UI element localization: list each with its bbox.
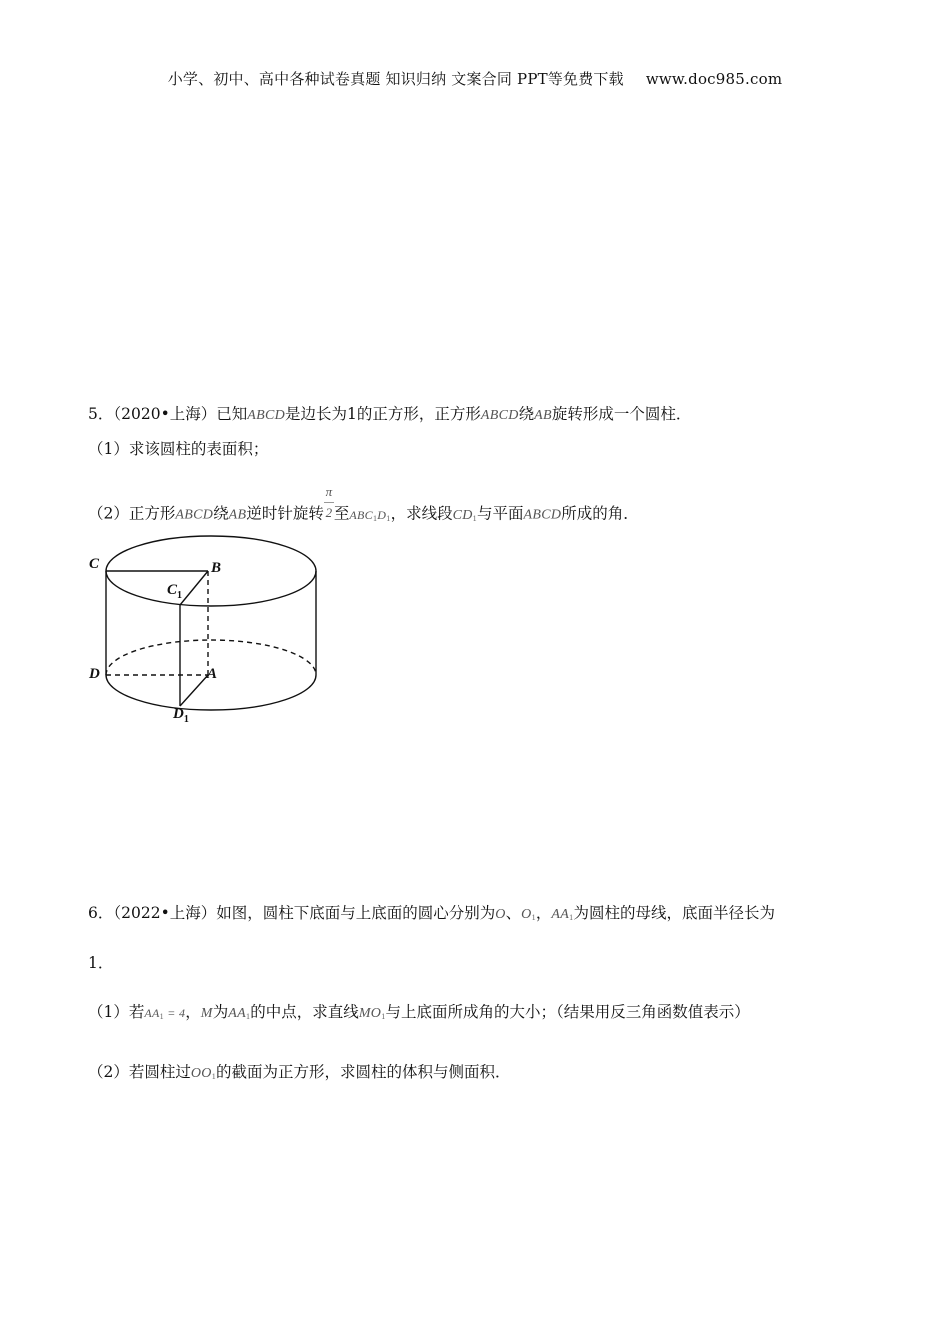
q6-p2-text-a: （2）若圆柱过 bbox=[88, 1063, 191, 1081]
label-a: A bbox=[207, 666, 218, 682]
math-oo1: OO1 bbox=[190, 1066, 217, 1081]
page-header bbox=[0, 68, 950, 89]
q5-text-4: 旋转形成一个圆柱． bbox=[551, 405, 692, 423]
q5-p2-text-g: 所成的角． bbox=[561, 504, 639, 523]
label-c1: $C_1$ bbox=[167, 582, 183, 601]
fraction-denominator: 2 bbox=[325, 505, 333, 520]
label-b: B bbox=[211, 560, 222, 576]
math-ab: AB bbox=[228, 507, 247, 523]
fraction-pi-over-2 bbox=[324, 484, 334, 521]
label-c: C bbox=[89, 556, 100, 572]
q5-text-1: 已知 bbox=[216, 405, 248, 423]
math-abcd: ABCD bbox=[480, 408, 519, 423]
math-ab: AB bbox=[534, 408, 552, 423]
math-aa1: AA1 bbox=[228, 1006, 251, 1021]
q5-p2-text-b: 绕 bbox=[213, 504, 229, 523]
q5-p2-text-c: 逆时针旋转 bbox=[246, 504, 324, 523]
label-d1: $D_1$ bbox=[173, 706, 189, 725]
math-abcd: ABCD bbox=[523, 507, 562, 523]
q5-p2-text-e: ，求线段 bbox=[390, 504, 453, 523]
q5-p2-text-d: 至 bbox=[333, 504, 350, 523]
label-d: D bbox=[89, 666, 100, 682]
q5-part-1: （1）求该圆柱的表面积； bbox=[88, 440, 269, 458]
q6-text-1: 如图，圆柱下底面与上底面的圆心分别为 bbox=[216, 904, 496, 922]
q6-p1-text-e: 与上底面所成角的大小；（结果用反三角函数值表示） bbox=[385, 1003, 750, 1021]
q6-stem bbox=[88, 901, 775, 930]
header-text: 小学、初中、高中各种试卷真题 知识归纳 文案合同 PPT等免费下载 bbox=[167, 70, 624, 88]
q6-p2-text-b: 的截面为正方形，求圆柱的体积与侧面积． bbox=[216, 1063, 511, 1081]
q6-p1-text-d: 的中点，求直线 bbox=[250, 1003, 359, 1021]
q5-p2-text-a: （2）正方形 bbox=[88, 504, 176, 523]
math-m: M bbox=[200, 1006, 213, 1021]
math-mo1: MO1 bbox=[358, 1006, 386, 1021]
q6-p1-text-c: 为 bbox=[212, 1003, 229, 1021]
math-abcd: ABCD bbox=[175, 507, 214, 523]
math-abcd: ABCD bbox=[247, 408, 285, 423]
math-cd1: CD1 bbox=[452, 507, 477, 523]
q6-number: 6． bbox=[88, 904, 114, 922]
q6-text-3: 1． bbox=[88, 954, 114, 972]
q5-text-3: 绕 bbox=[518, 405, 535, 423]
fraction-numerator: π bbox=[325, 484, 333, 499]
q5-text-2: 是边长为1的正方形，正方形 bbox=[285, 405, 481, 423]
math-aa1: AA1 bbox=[551, 907, 574, 922]
q6-part-2 bbox=[88, 1060, 511, 1089]
q6-comma: ， bbox=[535, 904, 552, 922]
q6-p1-text-b: ， bbox=[185, 1003, 201, 1021]
q6-p1-text-a: （1）若 bbox=[88, 1003, 145, 1021]
cylinder-figure bbox=[85, 528, 335, 734]
segment-bc1 bbox=[180, 571, 208, 605]
q5-p2-text-f: 与平面 bbox=[476, 504, 524, 523]
q5-number: 5． bbox=[88, 405, 114, 423]
q5-source: （2020•上海） bbox=[113, 405, 217, 423]
q6-part-1 bbox=[88, 1000, 750, 1029]
q6-text-2: 为圆柱的母线，底面半径长为 bbox=[573, 904, 775, 922]
q6-separator: 、 bbox=[505, 904, 522, 922]
q5-stem bbox=[88, 402, 691, 428]
math-aa1-eq-4: AA1 = 4 bbox=[144, 1006, 186, 1021]
q6-source: （2022•上海） bbox=[113, 904, 217, 922]
header-url[interactable]: www.doc985.com bbox=[645, 70, 783, 88]
math-o: O bbox=[495, 907, 506, 922]
segment-ad1 bbox=[180, 675, 208, 706]
math-o1: O1 bbox=[521, 907, 536, 922]
cylinder-diagram bbox=[85, 528, 335, 734]
math-abc1d1: ABC1D1 bbox=[349, 507, 391, 523]
